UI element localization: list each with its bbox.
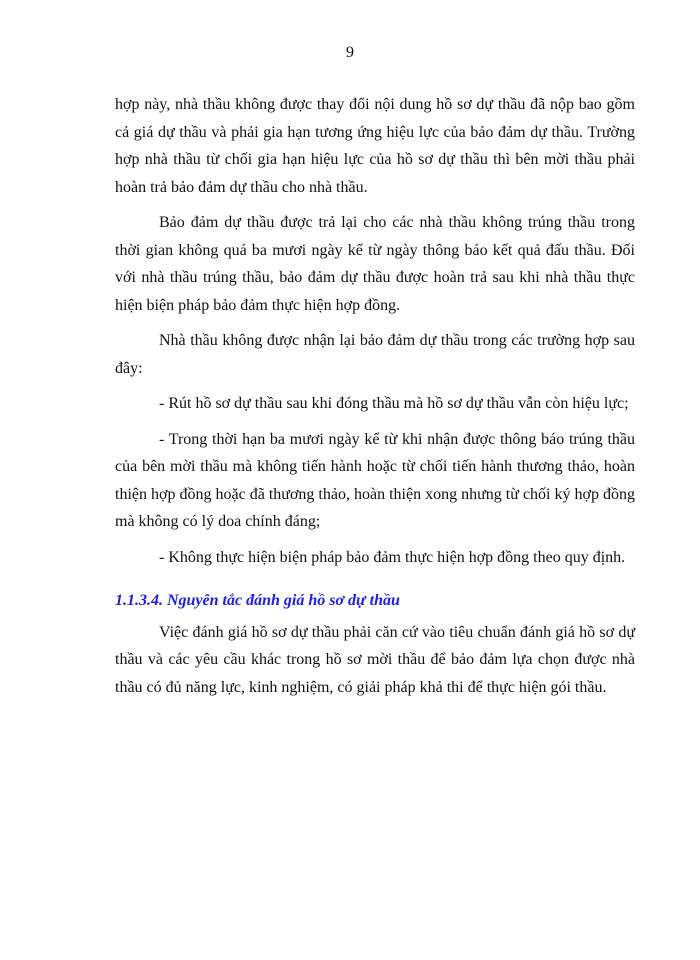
paragraph-bid-security-return: Bảo đảm dự thầu được trả lại cho các nhà thầu không trúng thầu trong thời gian không quá ba mươi ngày kể từ ngày thông báo kết quả đấu thầu. Đối với nhà thầu trúng thầu, bảo đảm dự thầu được hoàn trả sau khi nhà thầu thực hiện biện pháp bảo đảm thực hiện hợp đồng.	[115, 214, 635, 314]
paragraph-no-return-cases: Nhà thầu không được nhận lại bảo đảm dự thầu trong các trường hợp sau đây:	[115, 332, 635, 377]
list-item-no-performance-security: - Không thực hiện biện pháp bảo đảm thực hiện hợp đồng theo quy định.	[159, 548, 626, 566]
page-number: 9	[346, 44, 354, 61]
list-item-withdraw-bid: - Rút hồ sơ dự thầu sau khi đóng thầu mà hồ sơ dự thầu vẫn còn hiệu lực;	[159, 395, 629, 412]
paragraph-evaluation-principles: Việc đánh giá hồ sơ dự thầu phải căn cứ vào tiêu chuẩn đánh giá hồ sơ dự thầu và các yêu cầu khác trong hồ sơ mời thầu để bảo đảm lựa chọn được nhà thầu có đủ năng lực, kinh nghiệm, có giải pháp khả thi để thực hiện gói thầu.	[115, 623, 635, 696]
list-item-refuse-contract: - Trong thời hạn ba mươi ngày kể từ khi nhận được thông báo trúng thầu của bên mời thầu mà không tiến hành hoặc từ chối tiến hành thương thảo, hoàn thiện hợp đồng hoặc đã thương thảo, hoàn thiện xong nhưng từ chối ký hợp đồng mà không có lý doa chính đáng;	[115, 430, 635, 530]
document-body	[115, 91, 635, 709]
paragraph-continuation: hợp này, nhà thầu không được thay đổi nội dung hồ sơ dự thầu đã nộp bao gồm cả giá dự thầu và phải gia hạn tương ứng hiệu lực của bảo đảm dự thầu. Trường hợp nhà thầu từ chối gia hạn hiệu lực của hồ sơ dự thầu thì bên mời thầu phải hoàn trả bảo đảm dự thầu cho nhà thầu.	[115, 96, 635, 196]
section-heading: 1.1.3.4. Nguyên tắc đánh giá hồ sơ dự thầu	[115, 592, 400, 609]
